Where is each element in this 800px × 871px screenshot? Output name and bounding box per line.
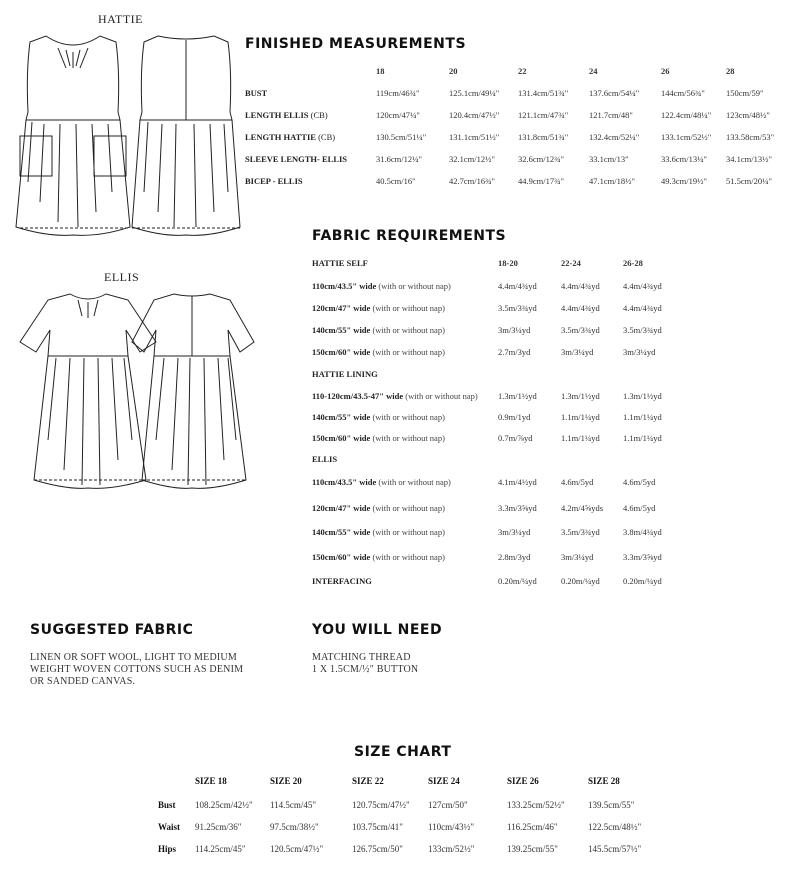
size-chart-cell: 110cm/43½": [428, 822, 475, 832]
fm-cell: 32.6cm/12¾": [518, 154, 564, 164]
fabric-col-head: 22-24: [561, 258, 581, 268]
fm-cell: 120.4cm/47½": [449, 110, 500, 120]
hattie-front-illustration: [8, 32, 138, 257]
fm-size-head: 22: [518, 66, 527, 76]
fabric-cell: 3m/3¼yd: [561, 347, 594, 357]
finished-measurements-title: FINISHED MEASUREMENTS: [245, 36, 467, 52]
size-chart-cell: 114.5cm/45": [270, 800, 317, 810]
fabric-cell: 2.7m/3yd: [498, 347, 531, 357]
fabric-cell: 3.3m/3⅝yd: [498, 503, 537, 513]
fabric-row-label: 150cm/60" wide (with or without nap): [312, 552, 445, 562]
fabric-row-label: 150cm/60" wide (with or without nap): [312, 347, 445, 357]
size-chart-row-label: Waist: [158, 822, 181, 832]
fabric-cell: 3.3m/3⅝yd: [623, 552, 662, 562]
fm-cell: 125.1cm/49¼": [449, 88, 500, 98]
fm-cell: 40.5cm/16": [376, 176, 416, 186]
fabric-cell: 4.6m/5yd: [623, 503, 656, 513]
fm-cell: 131.4cm/51¾": [518, 88, 569, 98]
fabric-cell: 0.20m/¼yd: [623, 576, 662, 586]
size-chart-row-label: Hips: [158, 844, 177, 854]
suggested-line: LINEN OR SOFT WOOL, LIGHT TO MEDIUM: [30, 652, 237, 663]
fm-cell: 33.1cm/13": [589, 154, 629, 164]
fm-row-label: SLEEVE LENGTH- ELLIS: [245, 154, 348, 164]
fm-size-head: 24: [589, 66, 598, 76]
fm-size-head: 28: [726, 66, 735, 76]
fabric-cell: 4.6m/5yd: [561, 477, 594, 487]
fm-cell: 131.1cm/51½": [449, 132, 500, 142]
fabric-cell: 2.8m/3yd: [498, 552, 531, 562]
fabric-col-head: 18-20: [498, 258, 518, 268]
size-chart-cell: 114.25cm/45": [195, 844, 246, 854]
fabric-cell: 0.20m/¼yd: [561, 576, 600, 586]
fm-size-head: 26: [661, 66, 670, 76]
fm-cell: 121.1cm/47¾": [518, 110, 569, 120]
fm-cell: 123cm/48½": [726, 110, 770, 120]
size-chart-cell: 127cm/50": [428, 800, 468, 810]
fabric-cell: 3m/3¼yd: [561, 552, 594, 562]
suggested-fabric-text: [30, 652, 243, 688]
finished-measurements-table: [245, 66, 795, 196]
size-chart-cell: 97.5cm/38½": [270, 822, 319, 832]
fm-row-label: BUST: [245, 88, 268, 98]
size-chart-cell: 139.5cm/55": [588, 800, 635, 810]
fabric-cell: 3.8m/4¼yd: [623, 527, 662, 537]
size-chart-cell: 91.25cm/36": [195, 822, 242, 832]
fm-row-label: LENGTH HATTIE (CB): [245, 132, 336, 142]
size-chart-title: SIZE CHART: [354, 744, 452, 760]
size-chart-head: SIZE 20: [270, 776, 302, 786]
fm-cell: 133.1cm/52½": [661, 132, 712, 142]
fabric-cell: 4.4m/4¾yd: [498, 281, 537, 291]
fm-cell: 132.4cm/52¼": [589, 132, 640, 142]
fabric-section-heading: HATTIE LINING: [312, 369, 378, 379]
suggested-fabric-title: SUGGESTED FABRIC: [30, 622, 194, 638]
fm-cell: 122.4cm/48¼": [661, 110, 712, 120]
fabric-row-label: 140cm/55" wide (with or without nap): [312, 527, 445, 537]
fabric-row-label: 140cm/55" wide (with or without nap): [312, 325, 445, 335]
fabric-cell: 1.1m/1¼yd: [561, 412, 600, 422]
size-chart-cell: 122.5cm/48½": [588, 822, 642, 832]
fabric-row-label: 150cm/60" wide (with or without nap): [312, 433, 445, 443]
size-chart-cell: 103.75cm/41": [352, 822, 403, 832]
fm-cell: 119cm/46¾": [376, 88, 420, 98]
fabric-section-heading: HATTIE SELF: [312, 258, 368, 268]
fabric-row-label: 110cm/43.5" wide (with or without nap): [312, 477, 451, 487]
size-chart-cell: 133.25cm/52½": [507, 800, 565, 810]
fabric-cell: 3m/3¼yd: [623, 347, 656, 357]
you-will-need-title: YOU WILL NEED: [312, 622, 443, 638]
fabric-cell: 1.1m/1¼yd: [623, 412, 662, 422]
size-chart-cell: 120.5cm/47½": [270, 844, 324, 854]
fm-cell: 130.5cm/51¼": [376, 132, 427, 142]
fabric-cell: 4.4m/4¾yd: [561, 303, 600, 313]
fm-cell: 120cm/47¼": [376, 110, 420, 120]
fabric-row-label: 110cm/43.5" wide (with or without nap): [312, 281, 451, 291]
fabric-section-heading: ELLIS: [312, 454, 338, 464]
fm-row-label: BICEP - ELLIS: [245, 176, 303, 186]
size-chart-cell: 145.5cm/57½": [588, 844, 642, 854]
fm-cell: 31.6cm/12¼": [376, 154, 422, 164]
fm-cell: 49.3cm/19½": [661, 176, 707, 186]
fabric-row-label: 120cm/47" wide (with or without nap): [312, 303, 445, 313]
size-chart-cell: 116.25cm/46": [507, 822, 558, 832]
size-chart-head: SIZE 28: [588, 776, 620, 786]
fabric-cell: 4.4m/4¾yd: [623, 281, 662, 291]
fm-size-head: 18: [376, 66, 385, 76]
fm-cell: 33.6cm/13¼": [661, 154, 707, 164]
fm-size-head: 20: [449, 66, 458, 76]
fabric-requirements-table: [312, 258, 792, 588]
suggested-line: OR SANDED CANVAS.: [30, 676, 136, 687]
interfacing-label: INTERFACING: [312, 576, 372, 586]
need-line: 1 X 1.5CM/½" BUTTON: [312, 664, 419, 675]
fabric-cell: 3.5m/3¾yd: [623, 325, 662, 335]
fabric-cell: 4.4m/4¾yd: [561, 281, 600, 291]
size-chart-head: SIZE 18: [195, 776, 227, 786]
fm-cell: 150cm/59": [726, 88, 764, 98]
fabric-cell: 3.5m/3¾yd: [561, 325, 600, 335]
hattie-label: HATTIE: [98, 12, 143, 26]
size-chart-head: SIZE 24: [428, 776, 460, 786]
fabric-cell: 3.5m/3¾yd: [561, 527, 600, 537]
fabric-row-label: 140cm/55" wide (with or without nap): [312, 412, 445, 422]
size-chart-head: SIZE 22: [352, 776, 384, 786]
fm-row-label: LENGTH ELLIS (CB): [245, 110, 328, 120]
fabric-cell: 3.5m/3¾yd: [498, 303, 537, 313]
fm-cell: 131.8cm/51¾": [518, 132, 569, 142]
fm-cell: 34.1cm/13½": [726, 154, 772, 164]
fabric-cell: 4.2m/4⅝yds: [561, 503, 604, 513]
fabric-cell: 0.9m/1yd: [498, 412, 531, 422]
size-chart-cell: 126.75cm/50": [352, 844, 403, 854]
fm-cell: 133.58cm/53": [726, 132, 775, 142]
fm-cell: 144cm/56¾": [661, 88, 705, 98]
fm-cell: 32.1cm/12½": [449, 154, 495, 164]
fm-cell: 42.7cm/16¾": [449, 176, 495, 186]
fabric-cell: 4.6m/5yd: [623, 477, 656, 487]
size-chart-cell: 133cm/52½": [428, 844, 475, 854]
fabric-cell: 1.3m/1½yd: [561, 391, 600, 401]
fm-cell: 44.9cm/17¾": [518, 176, 564, 186]
size-chart-table: [0, 776, 800, 866]
fabric-col-head: 26-28: [623, 258, 643, 268]
size-chart-row-label: Bust: [158, 800, 176, 810]
fabric-cell: 3m/3¼yd: [498, 325, 531, 335]
size-chart-cell: 108.25cm/42½": [195, 800, 253, 810]
you-will-need-text: [312, 652, 418, 676]
fabric-row-label: 120cm/47" wide (with or without nap): [312, 503, 445, 513]
need-line: MATCHING THREAD: [312, 652, 411, 663]
fm-cell: 121.7cm/48": [589, 110, 633, 120]
fm-cell: 51.5cm/20¼": [726, 176, 772, 186]
suggested-line: WEIGHT WOVEN COTTONS SUCH AS DENIM: [30, 664, 244, 675]
size-chart-cell: 120.75cm/47½": [352, 800, 410, 810]
size-chart-cell: 139.25cm/55": [507, 844, 558, 854]
ellis-back-illustration: [130, 290, 260, 495]
fabric-row-label: 110-120cm/43.5-47" wide (with or without nap): [312, 391, 478, 401]
fabric-requirements-title: FABRIC REQUIREMENTS: [312, 228, 507, 244]
fabric-cell: 0.7m/⅞yd: [498, 433, 533, 443]
hattie-back-illustration: [128, 32, 248, 257]
fabric-cell: 3m/3¼yd: [498, 527, 531, 537]
size-chart-head: SIZE 26: [507, 776, 539, 786]
fabric-cell: 1.1m/1¼yd: [623, 433, 662, 443]
fabric-cell: 1.3m/1½yd: [498, 391, 537, 401]
fabric-cell: 4.4m/4¾yd: [623, 303, 662, 313]
fm-cell: 137.6cm/54¼": [589, 88, 640, 98]
fabric-cell: 1.3m/1½yd: [623, 391, 662, 401]
fabric-cell: 1.1m/1¼yd: [561, 433, 600, 443]
fm-cell: 47.1cm/18½": [589, 176, 635, 186]
fabric-cell: 0.20m/¼yd: [498, 576, 537, 586]
fabric-cell: 4.1m/4½yd: [498, 477, 537, 487]
ellis-label: ELLIS: [104, 270, 140, 284]
